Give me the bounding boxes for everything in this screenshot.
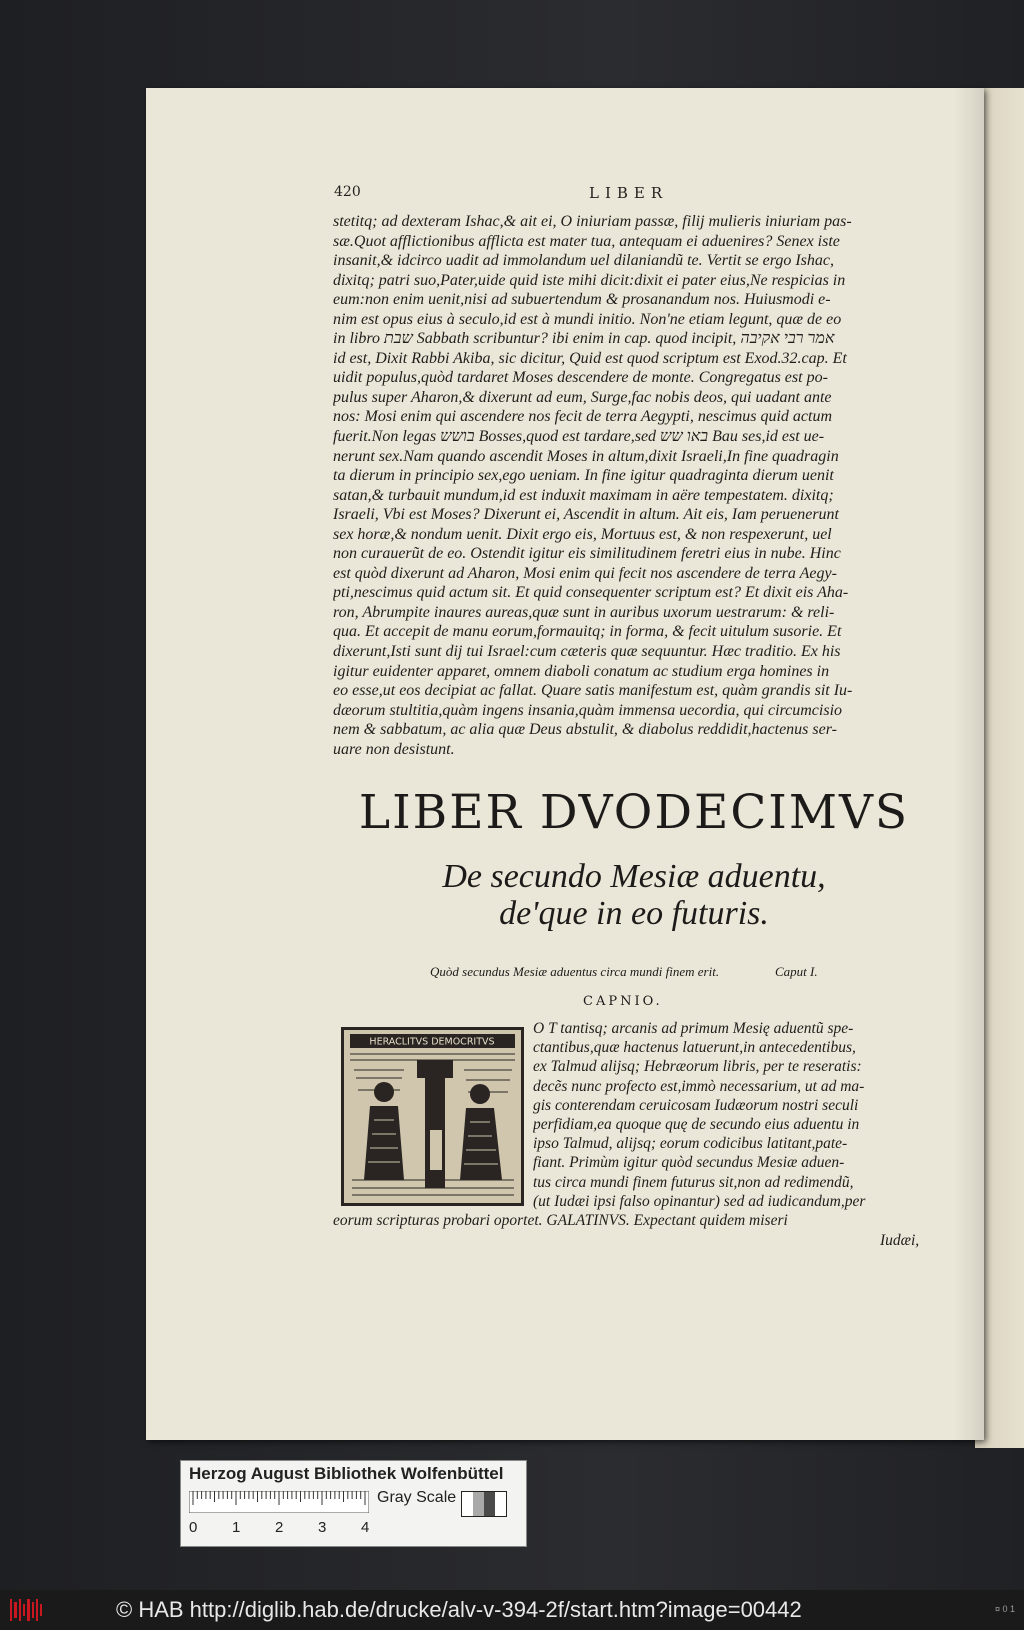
text-line: nerunt sex.Nam quando ascendit Moses in altum,dixit Israeli,In fine quadragin: [333, 447, 839, 465]
text-line: eum:non enim uenit,nisi ad subuertendum & prosanandum nos. Huiusmodi e-: [333, 291, 831, 309]
text-line: dixitq; patri suo,Pater,uide quid iste mihi dicit:dixit ei pater eius,Ne respicias in: [333, 271, 846, 289]
text-line: Israeli, Vbi est Moses? Dixerunt ei, Ascendit in altum. Ait eis, Iam peruenerunt: [333, 506, 839, 524]
text-line: in libro שבת Sabbath scribuntur? ibi enim in cap. quod incipit, אמר רבי אקיבה: [333, 330, 835, 348]
catchword: Iudæi,: [880, 1232, 920, 1249]
text-line: satan,& turbauit mundum,id est induxit maximam in aëre tempestatem. dixitq;: [333, 486, 834, 504]
text-line: ron, Abrumpite inaures aureas,quæ sunt in auribus uxorum uestrarum: & reli-: [333, 603, 835, 621]
chapter-heading-text: Quòd secundus Mesiæ aduentus circa mundi finem erit.: [430, 964, 720, 979]
text-line: est quòd dixerunt ad Aharon, Mosi enim qui fecit nos ascendere de terra Aegy-: [333, 564, 837, 582]
text-line: uare non desistunt.: [333, 740, 455, 758]
ruler-numbers: [189, 1519, 379, 1539]
text-line: insanit,& idcirco uadit ad immolandum uel dilaniandũ te. Vertit se ergo Ishac,: [333, 252, 834, 270]
ruler-number: 3: [318, 1519, 327, 1536]
page-header: [334, 184, 934, 204]
ruler-number: 4: [361, 1519, 370, 1536]
page-number: 420: [334, 184, 361, 200]
gray-scale-label: Gray Scale: [377, 1489, 457, 1506]
text-line: O T tantisq; arcanis ad primum Mesię aduentũ spe-: [533, 1020, 854, 1037]
book-title: LIBER DVODECIMVS: [358, 785, 910, 840]
initial-inscription: HERACLITVS DEMOCRITVS: [369, 1036, 495, 1048]
text-line: qua. Et accepit de manu eorum,formauitq; in forma, & fecit uitulum susorie. Et: [333, 623, 842, 641]
subtitle-line-2: de'que in eo futuris.: [499, 895, 769, 932]
color-ruler-card: [180, 1460, 527, 1547]
body-text: [333, 212, 933, 759]
text-line: dæorum stultitia,quàm ingens insania,quàm immensa uecordia, qui circumcisio: [333, 701, 843, 719]
text-line: pti,nescimus quid actum sit. Et quid consequenter scriptum est? Et dixit eis Aha-: [333, 584, 849, 602]
text-line: stetitq; ad dexteram Ishac,& ait ei, O iniuriam passæ, filij mulieris iniuriam pas-: [333, 213, 852, 230]
chapter-last-line: eorum scripturas probari oportet. GALATINVS. Expectant quidem miseri: [333, 1212, 788, 1229]
woodcut-initial-icon: [341, 1027, 524, 1206]
footer-permalink[interactable]: © HAB http://diglib.hab.de/drucke/alv-v-394-2f/start.htm?image=00442: [116, 1597, 802, 1622]
text-line: fiant. Primùm igitur quòd secundus Mesiæ aduen-: [533, 1154, 845, 1172]
text-line: nos: Mosi enim qui ascendere nos fecit de terra Aegypti, nescimus quid actum: [333, 408, 833, 426]
ruler-scale-icon: [189, 1491, 369, 1513]
text-line: igitur euidenter apparet, omnem diaboli conatum ac studium erga homines in: [333, 662, 830, 680]
library-name: Herzog August Bibliothek Wolfenbüttel: [189, 1464, 504, 1483]
text-line: tus circa mundi finem futurus sit,non ad redimendũ,: [533, 1173, 854, 1191]
chapter-text: [533, 1019, 933, 1211]
text-line: ta dierum in principio sex,ego ueniam. In fine igitur quadraginta dierum uenit: [333, 467, 834, 485]
text-line: sæ.Quot afflictionibus afflicta est mater tua, antequam ei aduenires? Senex iste: [333, 232, 840, 250]
ruler-number: 0: [189, 1519, 198, 1536]
gray-scale-swatch: [461, 1491, 507, 1517]
footer-mark: ¤ 0 1: [995, 1604, 1016, 1614]
text-line: pulus super Aharon,& dixerunt ad eum, Surge,fac nobis deos, qui uadant ante: [333, 388, 832, 406]
text-line: nim est opus eius à seculo,id est à mundi initio. Non'ne etiam legunt, quæ de eo: [333, 310, 842, 328]
subtitle-line-1: De secundo Mesiæ aduentu,: [442, 858, 826, 895]
chapter-heading: [430, 964, 850, 980]
running-head: LIBER: [589, 184, 669, 202]
text-line: uidit populus,quòd tardaret Moses descendere de monte. Congregatus est po-: [333, 369, 828, 387]
text-line: eo esse,ut eos decipiat ac fallat. Quare satis manifestum est, quàm grandis sit Iu-: [333, 682, 853, 700]
text-line: ctantibus,quæ hactenus latuerunt,in antecedentibus,: [533, 1039, 856, 1057]
footer-bar: [0, 1590, 1024, 1630]
text-line: nem & sabbatum, ac alia quæ Deus abstulit, & diabolus reddidit,hactenus ser-: [333, 721, 837, 739]
hab-barcode-logo-icon: [8, 1596, 44, 1624]
text-line: non curauerũt de eo. Ostendit igitur eis similitudinem feretri eius in nube. Hinc: [333, 545, 841, 563]
ruler-number: 1: [232, 1519, 241, 1536]
text-line: id est, Dixit Rabbi Akiba, sic dicitur, Quid est quod scriptum est Exod.32.cap. Et: [333, 349, 847, 367]
text-line: fuerit.Non legas בושש Bosses,quod est tardare,sed באו שש Bau ses,id est ue-: [333, 428, 825, 446]
text-line: decẽs nunc profecto est,immò necessarium, ut ad ma-: [533, 1077, 865, 1095]
text-line: dixerunt,Isti sunt dij tui Israel:cum cæteris quæ sequuntur. Hæc traditio. Ex his: [333, 643, 841, 661]
speaker-name: CAPNIO.: [583, 994, 663, 1009]
ruler-number: 2: [275, 1519, 284, 1536]
text-line: ex Talmud alijsq; Hebræorum libris, per te reseratis:: [533, 1058, 862, 1076]
text-line: gis conterendam ceruicosam Iudæorum nostri seculi: [533, 1096, 859, 1114]
text-line: perfidiam,ea quoque quę de secundo eius aduentu in: [533, 1115, 860, 1133]
text-line: ipso Talmud, alijsq; eorum codicibus latitant,pate-: [533, 1135, 848, 1153]
text-line: sex horæ,& nondum uenit. Dixit ergo eis, Mortuus est, & non respexerunt, uel: [333, 525, 832, 543]
text-line: (ut Iudæi ipsi falso opinantur) sed ad iudicandum,per: [533, 1192, 866, 1210]
chapter-label: Caput I.: [775, 964, 818, 979]
